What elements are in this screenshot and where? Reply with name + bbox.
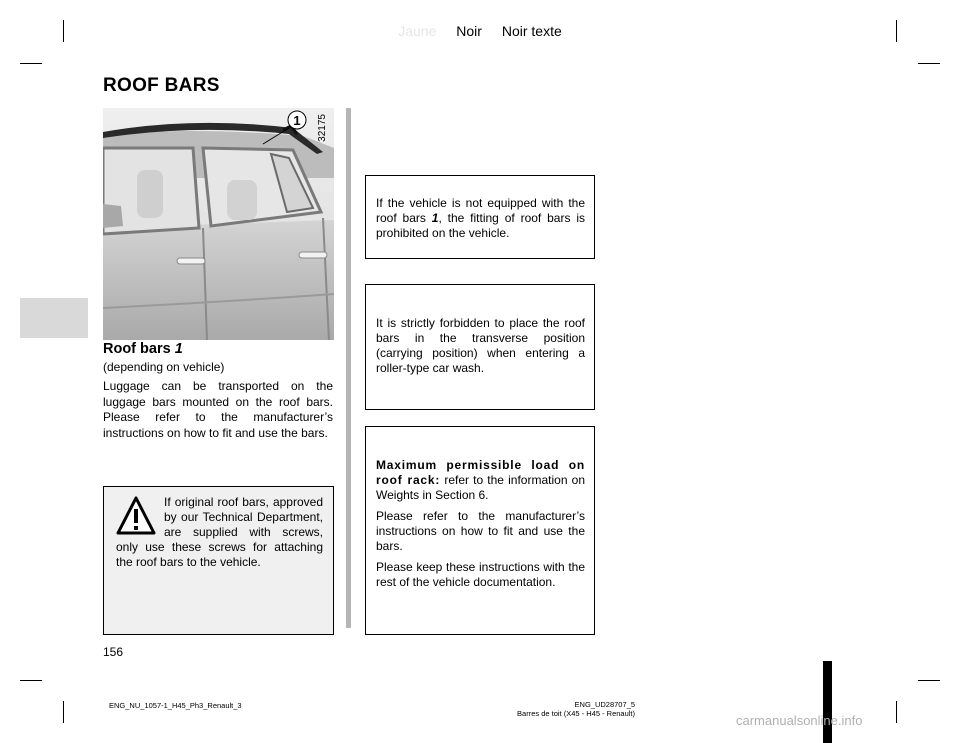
footer-right-line2: Barres de toit (X45 - H45 - Renault) bbox=[517, 709, 635, 718]
section-note: (depending on vehicle) bbox=[103, 360, 225, 374]
footer-right-code bbox=[440, 700, 635, 718]
car-side-illustration bbox=[103, 108, 334, 340]
crop-mark bbox=[918, 680, 940, 681]
section-body: Luggage can be transported on the luggage bars mounted on the roof bars. Please refer to the manufacturer’s instructions on how to fit and use the bars. bbox=[103, 379, 333, 440]
section-marker-bar bbox=[823, 661, 832, 743]
print-color-labels bbox=[0, 23, 960, 39]
color-label-noir: Noir bbox=[456, 23, 482, 39]
crop-mark bbox=[918, 63, 940, 64]
warning-text: If original roof bars, approved by our Technical Department, are supplied with screws, only use these screws for attaching the roof bars to the vehicle. bbox=[116, 495, 323, 569]
footer-right-line1: ENG_UD28707_5 bbox=[574, 700, 635, 709]
info-box-max-load bbox=[365, 426, 595, 635]
callout-1-label: 1 bbox=[293, 113, 301, 128]
footer-left-code: ENG_NU_1057-1_H45_Ph3_Renault_3 bbox=[109, 701, 242, 710]
column-divider bbox=[346, 108, 351, 628]
crop-mark bbox=[20, 680, 42, 681]
figure-code: 32175 bbox=[317, 114, 328, 142]
section-heading-ref: 1 bbox=[174, 341, 183, 357]
crop-mark bbox=[896, 701, 897, 723]
info-box-car-wash bbox=[365, 284, 595, 410]
crop-mark bbox=[63, 701, 64, 723]
color-label-noir-texte: Noir texte bbox=[501, 23, 562, 39]
info-box-1-ref: 1 bbox=[431, 211, 439, 225]
info-box-3-para2: Please refer to the manufacturer’s instructions on how to fit and use the bars. bbox=[376, 509, 585, 553]
watermark: carmanualsonline.info bbox=[736, 713, 863, 728]
warning-box bbox=[103, 486, 334, 635]
info-box-2-text: It is strictly forbidden to place the roof bars in the transverse position (carrying position) when entering a roller-type car wash. bbox=[376, 316, 585, 375]
max-load-label: Maximum permissible load on roof rack: bbox=[376, 458, 585, 487]
warning-triangle-icon bbox=[116, 495, 156, 539]
info-box-3-para3: Please keep these instructions with the rest of the vehicle documentation. bbox=[376, 560, 585, 589]
info-box-3-lead: Maximum permissible load on roof rack: refer to the information on Weights in Section 6. bbox=[376, 458, 585, 502]
section-heading-text: Roof bars bbox=[103, 341, 171, 357]
color-label-jaune: Jaune bbox=[398, 23, 437, 39]
chapter-tab bbox=[20, 298, 88, 338]
info-box-1-text: If the vehicle is not equipped with the roof bars 1, the fitting of roof bars is prohibited on the vehicle. bbox=[376, 196, 585, 240]
roof-bars-photo bbox=[103, 108, 334, 340]
crop-mark bbox=[20, 63, 42, 64]
section-heading bbox=[103, 341, 183, 357]
page-title: ROOF BARS bbox=[103, 75, 220, 96]
info-box-not-equipped bbox=[365, 175, 595, 259]
page-number: 156 bbox=[103, 645, 124, 659]
